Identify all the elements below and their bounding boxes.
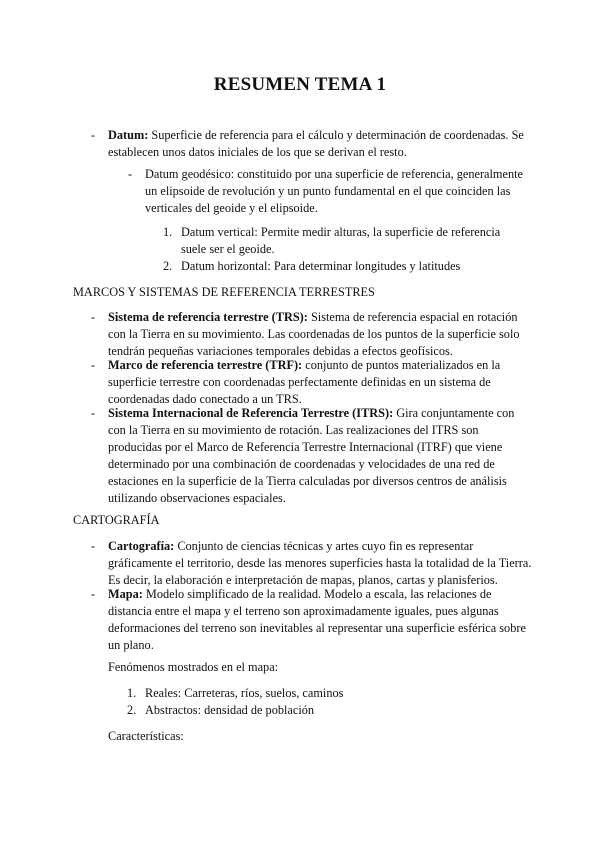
bullet-dash: - — [91, 358, 96, 372]
datum-paragraph — [108, 127, 528, 161]
mapa-term: Mapa: — [108, 587, 143, 601]
datum-horizontal-item: Datum horizontal: Para determinar longitudes y latitudes — [181, 259, 461, 273]
itrs-paragraph — [108, 405, 528, 507]
fenomenos-item-abstractos: Abstractos: densidad de población — [145, 703, 315, 717]
list-number: 1. — [163, 225, 173, 239]
bullet-dash: - — [91, 310, 96, 324]
section-heading-cartografia: CARTOGRAFÍA — [73, 513, 160, 527]
bullet-dash: - — [91, 406, 96, 420]
list-number: 1. — [127, 686, 137, 700]
datum-term: Datum: — [108, 128, 149, 142]
bullet-dash: - — [128, 167, 133, 181]
caracteristicas-label: Características: — [108, 729, 184, 743]
bullet-dash: - — [91, 587, 96, 601]
section-heading-marcos: MARCOS Y SISTEMAS DE REFERENCIA TERRESTRES — [73, 285, 375, 299]
trs-text: Sistema de referencia espacial en rotación con la Tierra en su movimiento. Las coordenadas de los puntos de la superficie solo tendrán pequeñas variaciones temporales debidas a efectos geofísicos. — [108, 310, 520, 358]
bullet-dash: - — [91, 539, 96, 553]
datum-text: Superficie de referencia para el cálculo y determinación de coordenadas. Se establecen unos datos iniciales de los que se derivan el resto. — [108, 128, 524, 159]
trf-paragraph — [108, 357, 528, 408]
trf-text: conjunto de puntos materializados en la superficie terrestre con coordenadas perfectamente definidas en un sistema de coordenadas dado conectado a un TRS. — [108, 358, 501, 406]
list-number: 2. — [127, 703, 137, 717]
fenomenos-item-reales: Reales: Carreteras, ríos, suelos, caminos — [145, 686, 344, 700]
bullet-dash: - — [91, 128, 96, 142]
page-title: RESUMEN TEMA 1 — [213, 74, 387, 95]
itrs-term: Sistema Internacional de Referencia Terrestre (ITRS): — [108, 406, 394, 420]
itrs-text: Gira conjuntamente con con la Tierra en su movimiento de rotación. Las realizaciones del ITRS son producidas por el Marco de Referencia Terrestre Internacional (ITRF) que viene determinado por una combinación de coordenadas y velocidades de una red de estaciones en la superficie de la Tierra calculadas por diversos centros de análisis utilizando observaciones espaciales. — [108, 406, 515, 505]
mapa-paragraph — [108, 586, 533, 654]
fenomenos-label: Fenómenos mostrados en el mapa: — [108, 660, 279, 674]
cartografia-term: Cartografía: — [108, 539, 175, 553]
mapa-text: Modelo simplificado de la realidad. Modelo a escala, las relaciones de distancia entre el mapa y el terreno son aproximadamente iguales, pues algunas deformaciones del terreno son inevitables al representar una superficie esférica sobre un plano. — [108, 587, 526, 652]
cartografia-text: Conjunto de ciencias técnicas y artes cuyo fin es representar gráficamente el territorio, desde las menores superficies hasta la totalidad de la Tierra. Es decir, la elaboración e interpretación de mapas, planos, cartas y planisferios. — [108, 539, 532, 587]
trf-term: Marco de referencia terrestre (TRF): — [108, 358, 303, 372]
datum-geodesico-paragraph: Datum geodésico: constituido por una superficie de referencia, generalmente un elipsoide de revolución y un punto fundamental en el que coinciden las verticales del geoide y el elipsoide. — [145, 167, 523, 215]
trs-paragraph — [108, 309, 528, 360]
datum-vertical-item: Datum vertical: Permite medir alturas, la superficie de referencia suele ser el geoide. — [181, 225, 501, 256]
list-number: 2. — [163, 259, 173, 273]
cartografia-paragraph — [108, 538, 533, 589]
trs-term: Sistema de referencia terrestre (TRS): — [108, 310, 308, 324]
